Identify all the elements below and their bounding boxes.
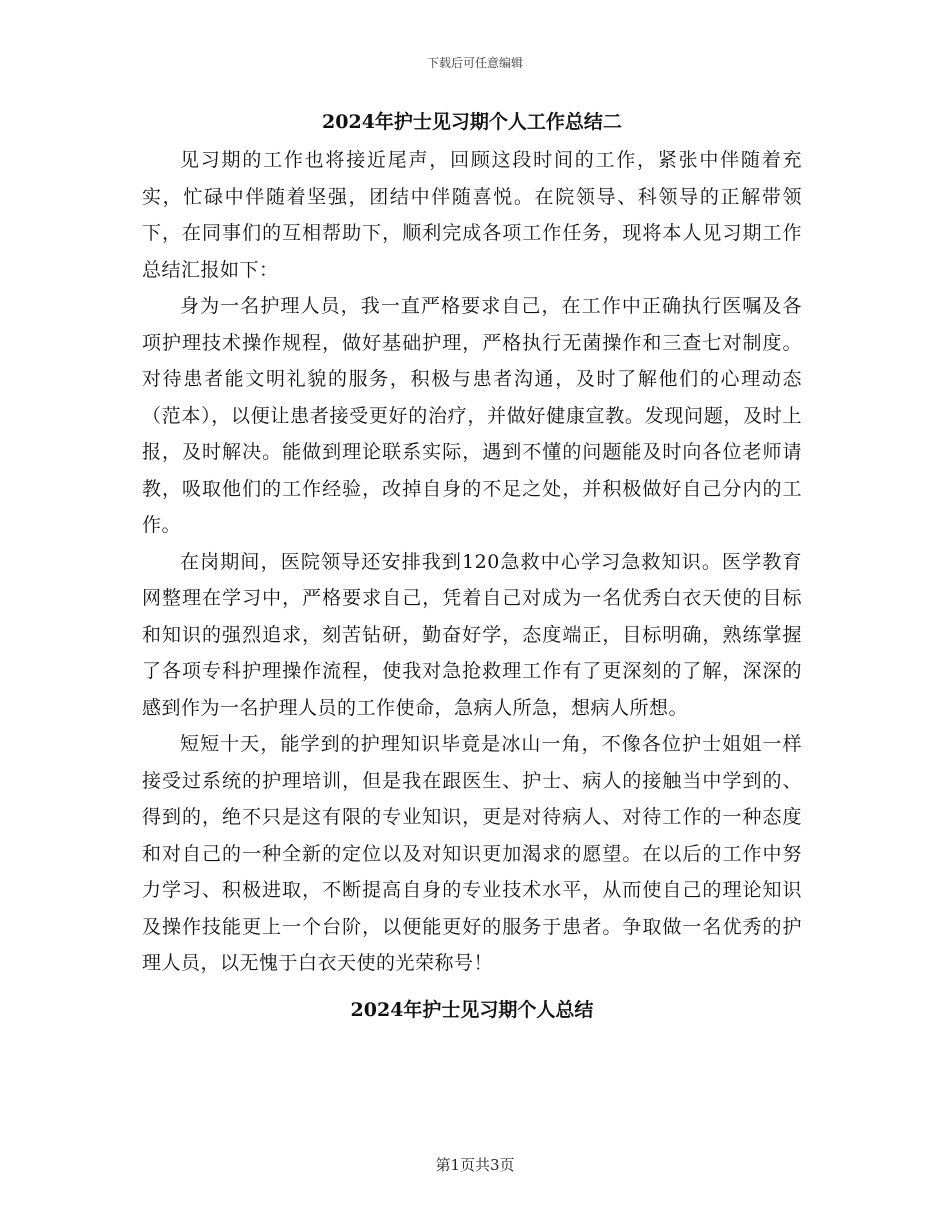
document-body (142, 108, 802, 1024)
paragraph-3: 在岗期间，医院领导还安排我到120急救中心学习急救知识。医学教育网整理在学习中，严格要求自己，凭着自己对成为一名优秀白衣天使的目标和知识的强烈追求，刻苦钻研，勤奋好学，态度端正，目标明确，熟练掌握了各项专科护理操作流程，使我对急抢救理工作有了更深刻的了解，深深的感到作为一名护理人员的工作使命，急病人所急，想病人所想。 (142, 550, 802, 719)
paragraph-1: 见习期的工作也将接近尾声，回顾这段时间的工作，紧张中伴随着充实，忙碌中伴随着坚强，团结中伴随喜悦。在院领导、科领导的正解带领下，在同事们的互相帮助下，顺利完成各项工作任务，现将本人见习期工作总结汇报如下： (142, 149, 802, 281)
paragraph-2: 身为一名护理人员，我一直严格要求自己，在工作中正确执行医嘱及各项护理技术操作规程，做好基础护理，严格执行无菌操作和三查七对制度。对待患者能文明礼貌的服务，积极与患者沟通，及时了解他们的心理动态（范本），以便让患者接受更好的治疗，并做好健康宣教。发现问题，及时上报，及时解决。能做到理论联系实际，遇到不懂的问题能及时向各位老师请教，吸取他们的工作经验，改掉自身的不足之处，并积极做好自己分内的工作。 (142, 295, 802, 536)
next-section-title: 2024年护士见习期个人总结 (350, 998, 594, 1021)
document-title: 2024年护士见习期个人工作总结二 (322, 111, 622, 133)
page-number: 第1页共3页 (435, 1156, 515, 1174)
paragraph-4: 短短十天，能学到的护理知识毕竟是冰山一角，不像各位护士姐姐一样接受过系统的护理培训，但是我在跟医生、护士、病人的接触当中学到的、得到的，绝不只是这有限的专业知识，更是对待病人、对待工作的一种态度和对自己的一种全新的定位以及对知识更加渴求的愿望。在以后的工作中努力学习、积极进取，不断提高自身的专业技术水平，从而使自己的理论知识及操作技能更上一个台阶，以便能更好的服务于患者。争取做一名优秀的护理人员，以无愧于白衣天使的光荣称号！ (142, 733, 802, 974)
header-note: 下载后可任意编辑 (426, 56, 523, 70)
